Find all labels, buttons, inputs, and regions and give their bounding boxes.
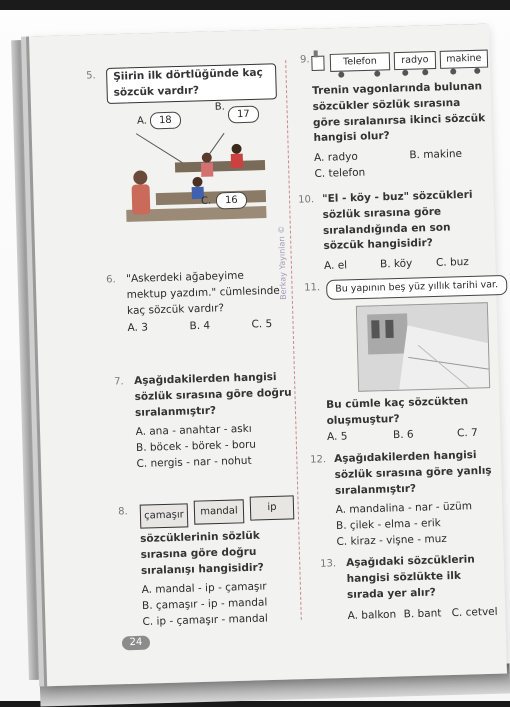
question-13	[320, 552, 498, 625]
answer-options	[335, 499, 496, 551]
option-a[interactable]: A. mandal - ip - çamaşır	[141, 580, 267, 597]
question-5	[86, 63, 277, 103]
option-b[interactable]: B. bant	[403, 607, 442, 621]
option-c[interactable]: C. ip - çamaşır - mandal	[142, 612, 269, 628]
option-b[interactable]: B. çilek - elma - erik	[335, 517, 441, 532]
question-text: Aşağıdaki sözcüklerin hangisi sözlükte ilk sırada yer alır?	[346, 553, 475, 601]
question-text: sözcüklerinin sözlük sırasına göre doğru sıralanışı hangisidir?	[140, 529, 264, 577]
bubble-a-label: A.	[136, 115, 148, 127]
wagon-2: radyo	[394, 51, 436, 70]
wheel-icon	[338, 72, 344, 78]
question-number: 10.	[298, 194, 315, 206]
question-text: "El - köy - buz" sözcükleri sözlük sırasına göre sıralandığında en son sözcük hangisidir?	[322, 188, 473, 253]
option-c[interactable]: C. 7	[456, 426, 478, 439]
option-a[interactable]: A. mandalina - nar - üzüm	[335, 500, 473, 517]
option-a[interactable]: A. el	[323, 259, 348, 272]
bubble-b-value: 17	[236, 108, 250, 121]
bubble-b-label: B.	[214, 101, 225, 113]
option-c[interactable]: C. buz	[435, 255, 470, 269]
question-number: 12.	[310, 454, 327, 466]
question-number: 13.	[320, 558, 337, 570]
question-text: Trenin vagonlarında bulunan sözcükler sözlük sırasına göre sıralanırsa ikinci sözcük hangisi olur?	[312, 80, 486, 145]
wagon-1: Telefon	[330, 52, 390, 72]
wheel-icon	[402, 70, 408, 76]
option-b[interactable]: B. 6	[392, 428, 414, 441]
option-a[interactable]: A. 5	[326, 429, 348, 443]
option-a[interactable]: A. 3	[127, 321, 149, 335]
question-9	[312, 79, 491, 182]
question-12	[310, 448, 497, 551]
option-c[interactable]: C. 5	[251, 318, 273, 331]
speech-bubble-c	[200, 192, 247, 210]
answer-options	[314, 146, 491, 182]
question-text: "Askerdeki ağabeyime mektup yazdım." cümlesinde kaç sözcük vardır?	[126, 269, 280, 317]
option-c[interactable]: C. nergis - nar - nohut	[136, 454, 252, 470]
option-c[interactable]: C. cetvel	[451, 606, 498, 620]
word-card-1: çamaşır	[140, 503, 189, 528]
question-number: 7.	[114, 376, 124, 388]
question-text: Bu cümle kaç sözcükten oluşmuştur?	[326, 395, 469, 427]
wagon-3: makine	[440, 50, 488, 69]
option-c[interactable]: C. kiraz - vişne - muz	[336, 532, 447, 548]
wheel-icon	[374, 71, 380, 77]
option-a[interactable]: A. ana - anahtar - askı	[135, 422, 252, 439]
question-7	[114, 370, 297, 473]
publisher-watermark: Berkay Yayınları ©	[276, 225, 288, 300]
bubble-c-value: 16	[224, 194, 238, 207]
answer-options	[135, 421, 296, 473]
question-6	[106, 268, 288, 337]
bubble-c-label: C.	[200, 195, 212, 207]
speech-bubble-sentence: Bu yapının beş yüz yıllık tarihi var.	[326, 275, 507, 300]
question-11	[326, 393, 497, 445]
question-text: Şiirin ilk dörtlüğünde kaç sözcük vardır?	[106, 63, 277, 103]
question-10	[298, 187, 490, 274]
option-a[interactable]: A. radyo	[313, 150, 358, 164]
question-8	[140, 528, 301, 631]
question-number: 11.	[304, 282, 321, 294]
option-b[interactable]: B. makine	[409, 147, 463, 162]
answer-options	[141, 579, 300, 631]
word-card-3: ip	[250, 495, 295, 520]
locomotive-icon	[310, 50, 327, 76]
building-photo	[356, 302, 490, 392]
wheel-icon	[450, 68, 456, 74]
word-card-2: mandal	[194, 499, 245, 524]
question-number: 9.	[299, 54, 310, 66]
train-illustration	[310, 45, 491, 80]
option-c[interactable]: C. telefon	[314, 166, 366, 180]
question-number: 5.	[86, 70, 96, 82]
wheel-icon	[474, 68, 480, 74]
option-b[interactable]: B. böcek - börek - boru	[135, 438, 257, 454]
option-a[interactable]: A. balkon	[347, 608, 397, 623]
historic-building-image	[357, 303, 489, 391]
question-number: 8.	[118, 506, 128, 518]
top-edge	[0, 0, 510, 10]
question-text: Aşağıdakilerden hangisi sözlük sırasına göre yanlış sıralanmıştır?	[334, 449, 492, 497]
bubble-a-value: 18	[158, 114, 172, 127]
page-number: 24	[122, 636, 150, 651]
option-b[interactable]: B. çamaşır - ip - mandal	[141, 596, 268, 612]
question-number: 6.	[106, 274, 116, 286]
speech-bubble-b	[214, 101, 259, 124]
wheel-icon	[422, 69, 428, 75]
speech-bubble-a	[136, 112, 181, 130]
option-b[interactable]: B. 4	[189, 319, 211, 333]
option-b[interactable]: B. köy	[379, 257, 413, 271]
question-text: Aşağıdakilerden hangisi sözlük sırasına göre doğru sıralanmıştır?	[134, 371, 292, 419]
